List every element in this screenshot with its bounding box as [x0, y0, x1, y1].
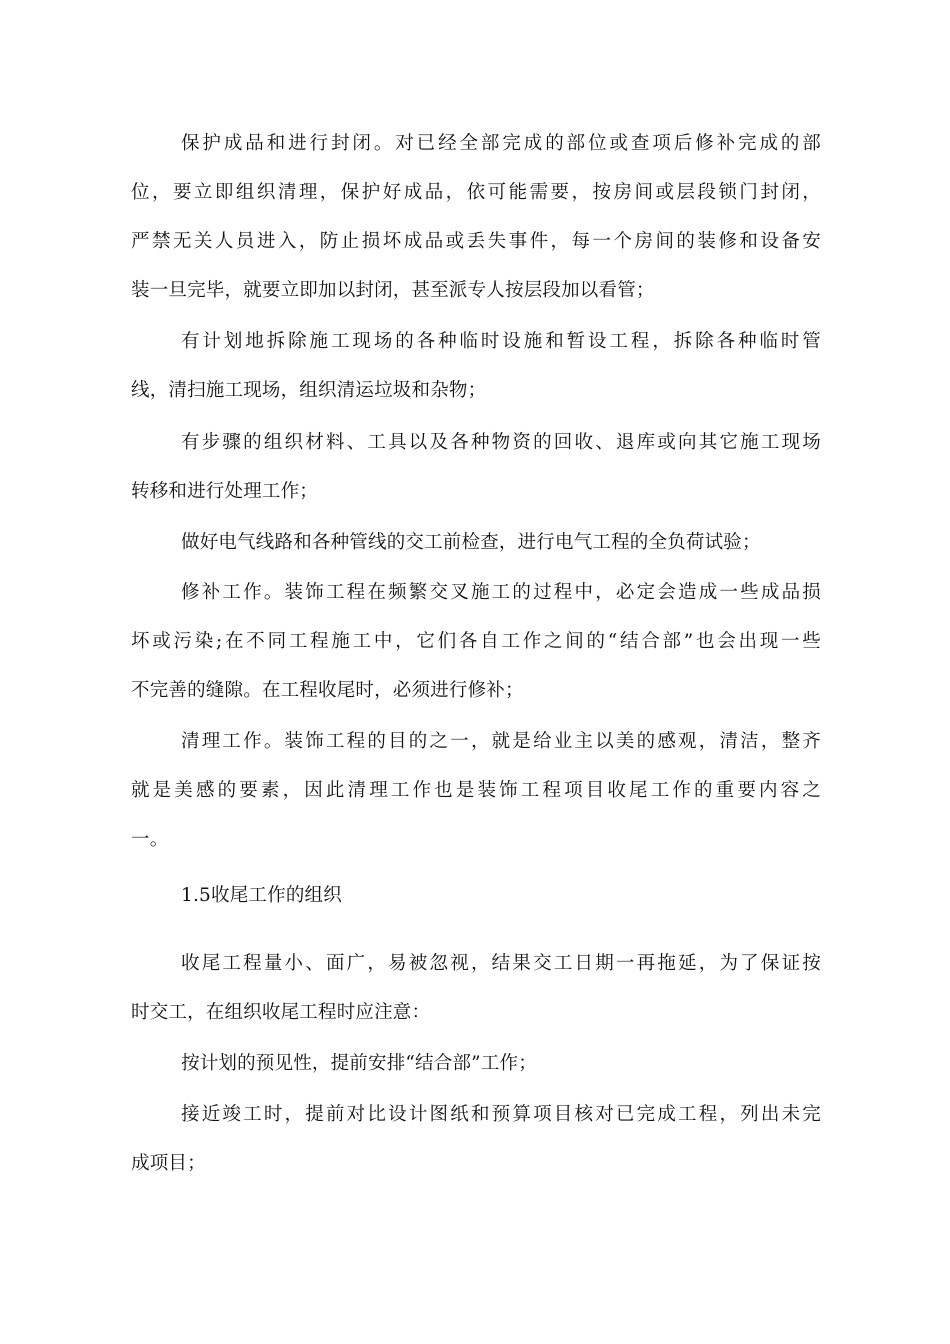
paragraph-6-line-2: 就是美感的要素，因此清理工作也是装饰工程项目收尾工作的重要内容之 — [131, 780, 821, 801]
paragraph-8-line-1: 收尾工程量小、面广，易被忽视，结果交工日期一再拖延，为了保证按 — [181, 953, 821, 974]
paragraph-6-line-3: 一。 — [131, 829, 169, 850]
paragraph-1-line-4: 装一旦完毕，就要立即加以封闭，甚至派专人按层段加以看管； — [131, 280, 655, 301]
paragraph-10-line-2: 成项目； — [131, 1153, 206, 1174]
paragraph-5-line-1: 修补工作。装饰工程在频繁交叉施工的过程中，必定会造成一些成品损 — [181, 582, 821, 603]
paragraph-5-line-2: 坏或污染;在不同工程施工中，它们各自工作之间的“结合部”也会出现一些 — [131, 631, 821, 652]
paragraph-10-line-1: 接近竣工时，提前对比设计图纸和预算项目核对已完成工程，列出未完 — [181, 1104, 821, 1125]
paragraph-2-line-1: 有计划地拆除施工现场的各种临时设施和暂设工程，拆除各种临时管 — [181, 331, 821, 352]
paragraph-3-line-1: 有步骤的组织材料、工具以及各种物资的回收、退库或向其它施工现场 — [181, 432, 821, 453]
paragraph-4-line-1: 做好电气线路和各种管线的交工前检查，进行电气工程的全负荷试验； — [181, 532, 761, 553]
paragraph-2-line-2: 线，清扫施工现场，组织清运垃圾和杂物； — [131, 380, 487, 401]
paragraph-9-line-1: 按计划的预见性，提前安排“结合部”工作； — [181, 1053, 537, 1074]
paragraph-1-line-2: 位，要立即组织清理，保护好成品，依可能需要，按房间或层段锁门封闭， — [131, 182, 821, 203]
paragraph-1-line-1: 保护成品和进行封闭。对已经全部完成的部位或查项后修补完成的部 — [181, 133, 821, 154]
section-heading: 1.5收尾工作的组织 — [181, 885, 342, 906]
paragraph-6-line-1: 清理工作。装饰工程的目的之一，就是给业主以美的感观，清洁，整齐 — [181, 731, 821, 752]
paragraph-8-line-2: 时交工，在组织收尾工程时应注意： — [131, 1002, 431, 1023]
paragraph-1-line-3: 严禁无关人员进入，防止损坏成品或丢失事件，每一个房间的装修和设备安 — [131, 231, 821, 252]
paragraph-3-line-2: 转移和进行处理工作； — [131, 481, 319, 502]
paragraph-5-line-3: 不完善的缝隙。在工程收尾时，必须进行修补； — [131, 680, 524, 701]
